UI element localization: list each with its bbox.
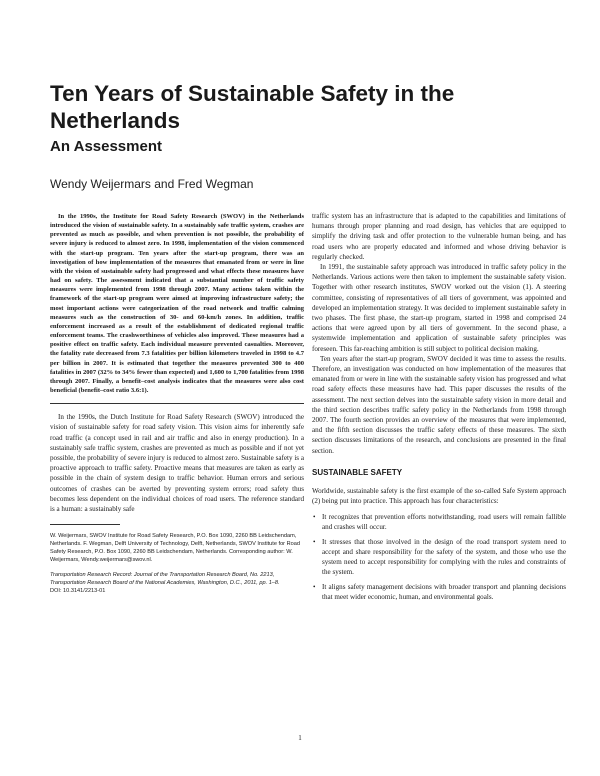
author-affiliation: W. Weijermars, SWOV Institute for Road Safety Research, P.O. Box 1090, 2260 BB Leidschendam, Netherlands. F. Wegman, Delft University of Technology, Delft, Netherlands, SWOV Institute for Road Safety Research, P.O. Box 1090, 2260 BB Leidschendam, Netherlands. Corresponding author: W. Weijermars, Wendy.weijermars@swov.nl. xyxy=(50,533,300,564)
list-item-text: It recognizes that prevention efforts notwithstanding, road users will remain fallible and crashes will occur. xyxy=(322,513,566,532)
bullet-icon: • xyxy=(313,537,316,546)
page-number: 1 xyxy=(298,734,302,742)
list-item-text: It aligns safety management decisions with broader transport and planning decisions that meet wider economic, human, and environmental goals. xyxy=(322,582,566,601)
right-column xyxy=(312,211,566,606)
paper-authors: Wendy Weijermars and Fred Wegman xyxy=(50,177,254,191)
list-item xyxy=(312,512,566,532)
bullet-icon: • xyxy=(313,582,316,591)
section-heading: SUSTAINABLE SAFETY xyxy=(312,467,403,477)
section-paragraph: Worldwide, sustainable safety is the first example of the so-called Safe System approach (2) being put into practice. This approach has four characteristics: xyxy=(312,486,566,506)
body-paragraph-1: traffic system has an infrastructure that is adapted to the capabilities and limitations of humans through proper planning and road design, has vehicles that are equipped to simplify the driving task and offer protection to the vulnerable human being, and has road users who are properly educated and informed and whose driving behavior is regularly checked. xyxy=(312,212,566,261)
journal-citation: Transportation Research Record: Journal of the Transportation Research Board, No. 2213, Transportation Research Board of the National Academies, Washington, D.C., 2011, pp. 1–8. xyxy=(50,571,280,586)
footnote-divider xyxy=(50,524,120,525)
left-column xyxy=(50,212,304,595)
list-item-text: It stresses that those involved in the design of the road transport system need to accept and share responsibility for the safety of the system, and those who use the system need to accept responsibility for complying with the rules and constraints of the system. xyxy=(322,537,566,577)
abstract-divider xyxy=(50,403,304,404)
list-item xyxy=(312,582,566,602)
characteristics-list xyxy=(312,512,566,602)
body-paragraph-2: In 1991, the sustainable safety approach was introduced in traffic safety policy in the Netherlands. Various actions were then taken to implement the sustainable safety vision. Together with other research institutes, SWOV worked out the vision (1). A steering committee, consisting of representatives of all tiers of government, was appointed and developed an implementation strategy. It was decided to implement sustainable safety in two phases. The first phase, the start-up program, started in 1998 and comprised 24 actions that were agreed upon by all tiers of government. In the second phase, a systemwide implementation and application of sustainable safety principles was foreseen. This far-reaching ambition is still subject to political decision making. xyxy=(312,263,566,353)
abstract: In the 1990s, the Institute for Road Safety Research (SWOV) in the Netherlands introduced the vision of sustainable safety. In a sustainably safe traffic system, crashes are prevented as much as possible, and when prevention is not possible, the probability of severe injury is reduced to almost zero. In 1998, implementation of the vision commenced with the start-up program. Ten years after the start-up program, there was an investigation of how implementation of the measures that emanated from or were in line with the vision of sustainable safety had progressed and what effects these measures have had on safety. The assessment indicated that a substantial number of traffic safety measures were implemented from 1998 through 2007. Many actions taken within the framework of the start-up program were aimed at improving infrastructure safety; the most important actions were categorization of the road network and traffic calming measures such as the construction of 30- and 60-km/h zones. In addition, traffic enforcement increased as a result of the establishment of dedicated regional traffic enforcement teams. The crashworthiness of vehicles also improved. These measures had a positive effect on traffic safety. Each individual measure prevented casualties. Moreover, the fatality rate decreased from 7.3 fatalities per billion kilometers traveled in 1998 to 4.7 per billion in 2007. It is estimated that together the measures prevented 300 to 400 fatalities in 2007 (32% to 34% fewer than expected) and 1,600 to 1,700 fatalities from 1998 through 2007. Finally, a benefit–cost analysis indicates that the measures were also cost beneficial (benefit–cost ratio 3.6:1). xyxy=(50,213,304,394)
body-paragraph-3: Ten years after the start-up program, SWOV decided it was time to assess the results. Therefore, an investigation was conducted on how implementation of the measures that emanated from or were in line with the sustainable safety vision has progressed and what road safety effects these measures have had. This paper discusses the results of the assessment. The next section delves into the sustainable safety vision in more detail and the third section describes traffic safety policy in the Netherlands from 1998 through 2007. The fourth section provides an overview of the measures that were implemented, and the fifth section discusses the traffic safety effects of these measures. The sixth section discusses limitations of the research, and conclusions are presented in the final section. xyxy=(312,354,566,455)
paper-subtitle: An Assessment xyxy=(50,138,162,155)
intro-paragraph: In the 1990s, the Dutch Institute for Road Safety Research (SWOV) introduced the vision of sustainable safety for road safety vision. This vision aims for inherently safe road traffic (a concept used in rail and air traffic and also in energy production). In a sustainably safe traffic system, crashes are prevented as much as possible and if not yet possible, the probability of severe injury is reduced to almost zero. Sustainable safety is a proactive approach to traffic safety. Proactive means that measures are taken as early as possible in the chain of system design to traffic behavior. Human errors and serious outcomes of crashes can be averted by preventing system errors; road safety thus becomes less dependent on the individual choices of road users. The reference standard is a human: a sustainably safe xyxy=(50,413,304,513)
bullet-icon: • xyxy=(313,513,316,522)
doi: DOI: 10.3141/2213-01 xyxy=(50,587,106,594)
paper-title: Ten Years of Sustainable Safety in the Netherlands xyxy=(50,81,455,133)
list-item xyxy=(312,537,566,578)
